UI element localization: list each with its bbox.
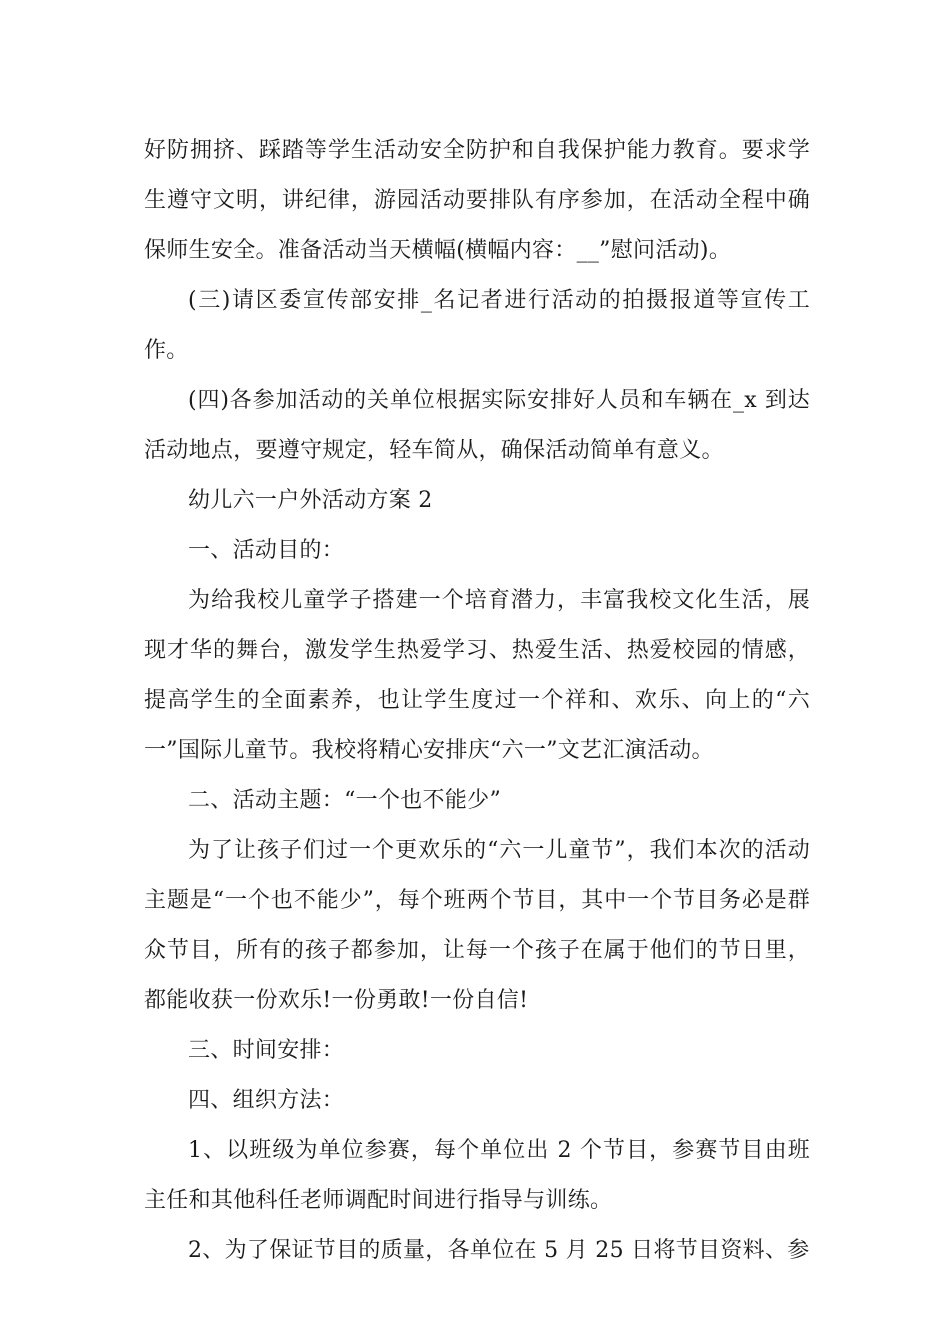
paragraph-publicity-arrangement: (三)请区委宣传部安排_名记者进行活动的拍摄报道等宣传工作。: [144, 288, 810, 363]
paragraph-activity-theme: 为了让孩子们过一个更欢乐的“六一儿童节”，我们本次的活动主题是“一个也不能少”，每个班两个节目，其中一个节目务必是群众节目，所有的孩子都参加，让每一个孩子在属于他们的节日里，都能收获一份欢乐!一份勇敢!一份自信!: [144, 838, 810, 1013]
heading-activity-purpose: 一、活动目的：: [188, 538, 345, 563]
section-title-plan-2: 幼儿六一户外活动方案 2: [188, 488, 433, 513]
heading-organization-method: 四、组织方法：: [188, 1088, 345, 1113]
paragraph-vehicle-arrangement: (四)各参加活动的关单位根据实际安排好人员和车辆在_x 到达活动地点，要遵守规定，轻车简从，确保活动简单有意义。: [144, 388, 810, 463]
document-body: [144, 126, 810, 1276]
heading-activity-theme: 二、活动主题：“一个也不能少”: [188, 788, 501, 813]
paragraph-method-1: 1、以班级为单位参赛，每个单位出 2 个节目，参赛节目由班主任和其他科任老师调配时间进行指导与训练。: [144, 1138, 810, 1213]
heading-time-arrangement: 三、时间安排：: [188, 1038, 345, 1063]
paragraph-safety-requirements: 好防拥挤、踩踏等学生活动安全防护和自我保护能力教育。要求学生遵守文明，讲纪律，游园活动要排队有序参加，在活动全程中确保师生安全。准备活动当天横幅(横幅内容：__”慰问活动)。: [144, 138, 810, 263]
paragraph-activity-purpose: 为给我校儿童学子搭建一个培育潜力，丰富我校文化生活，展现才华的舞台，激发学生热爱学习、热爱生活、热爱校园的情感，提高学生的全面素养，也让学生度过一个祥和、欢乐、向上的“六一”国际儿童节。我校将精心安排庆“六一”文艺汇演活动。: [144, 588, 810, 763]
paragraph-method-2: 2、为了保证节目的质量，各单位在 5 月 25 日将节目资料、参: [188, 1238, 810, 1263]
